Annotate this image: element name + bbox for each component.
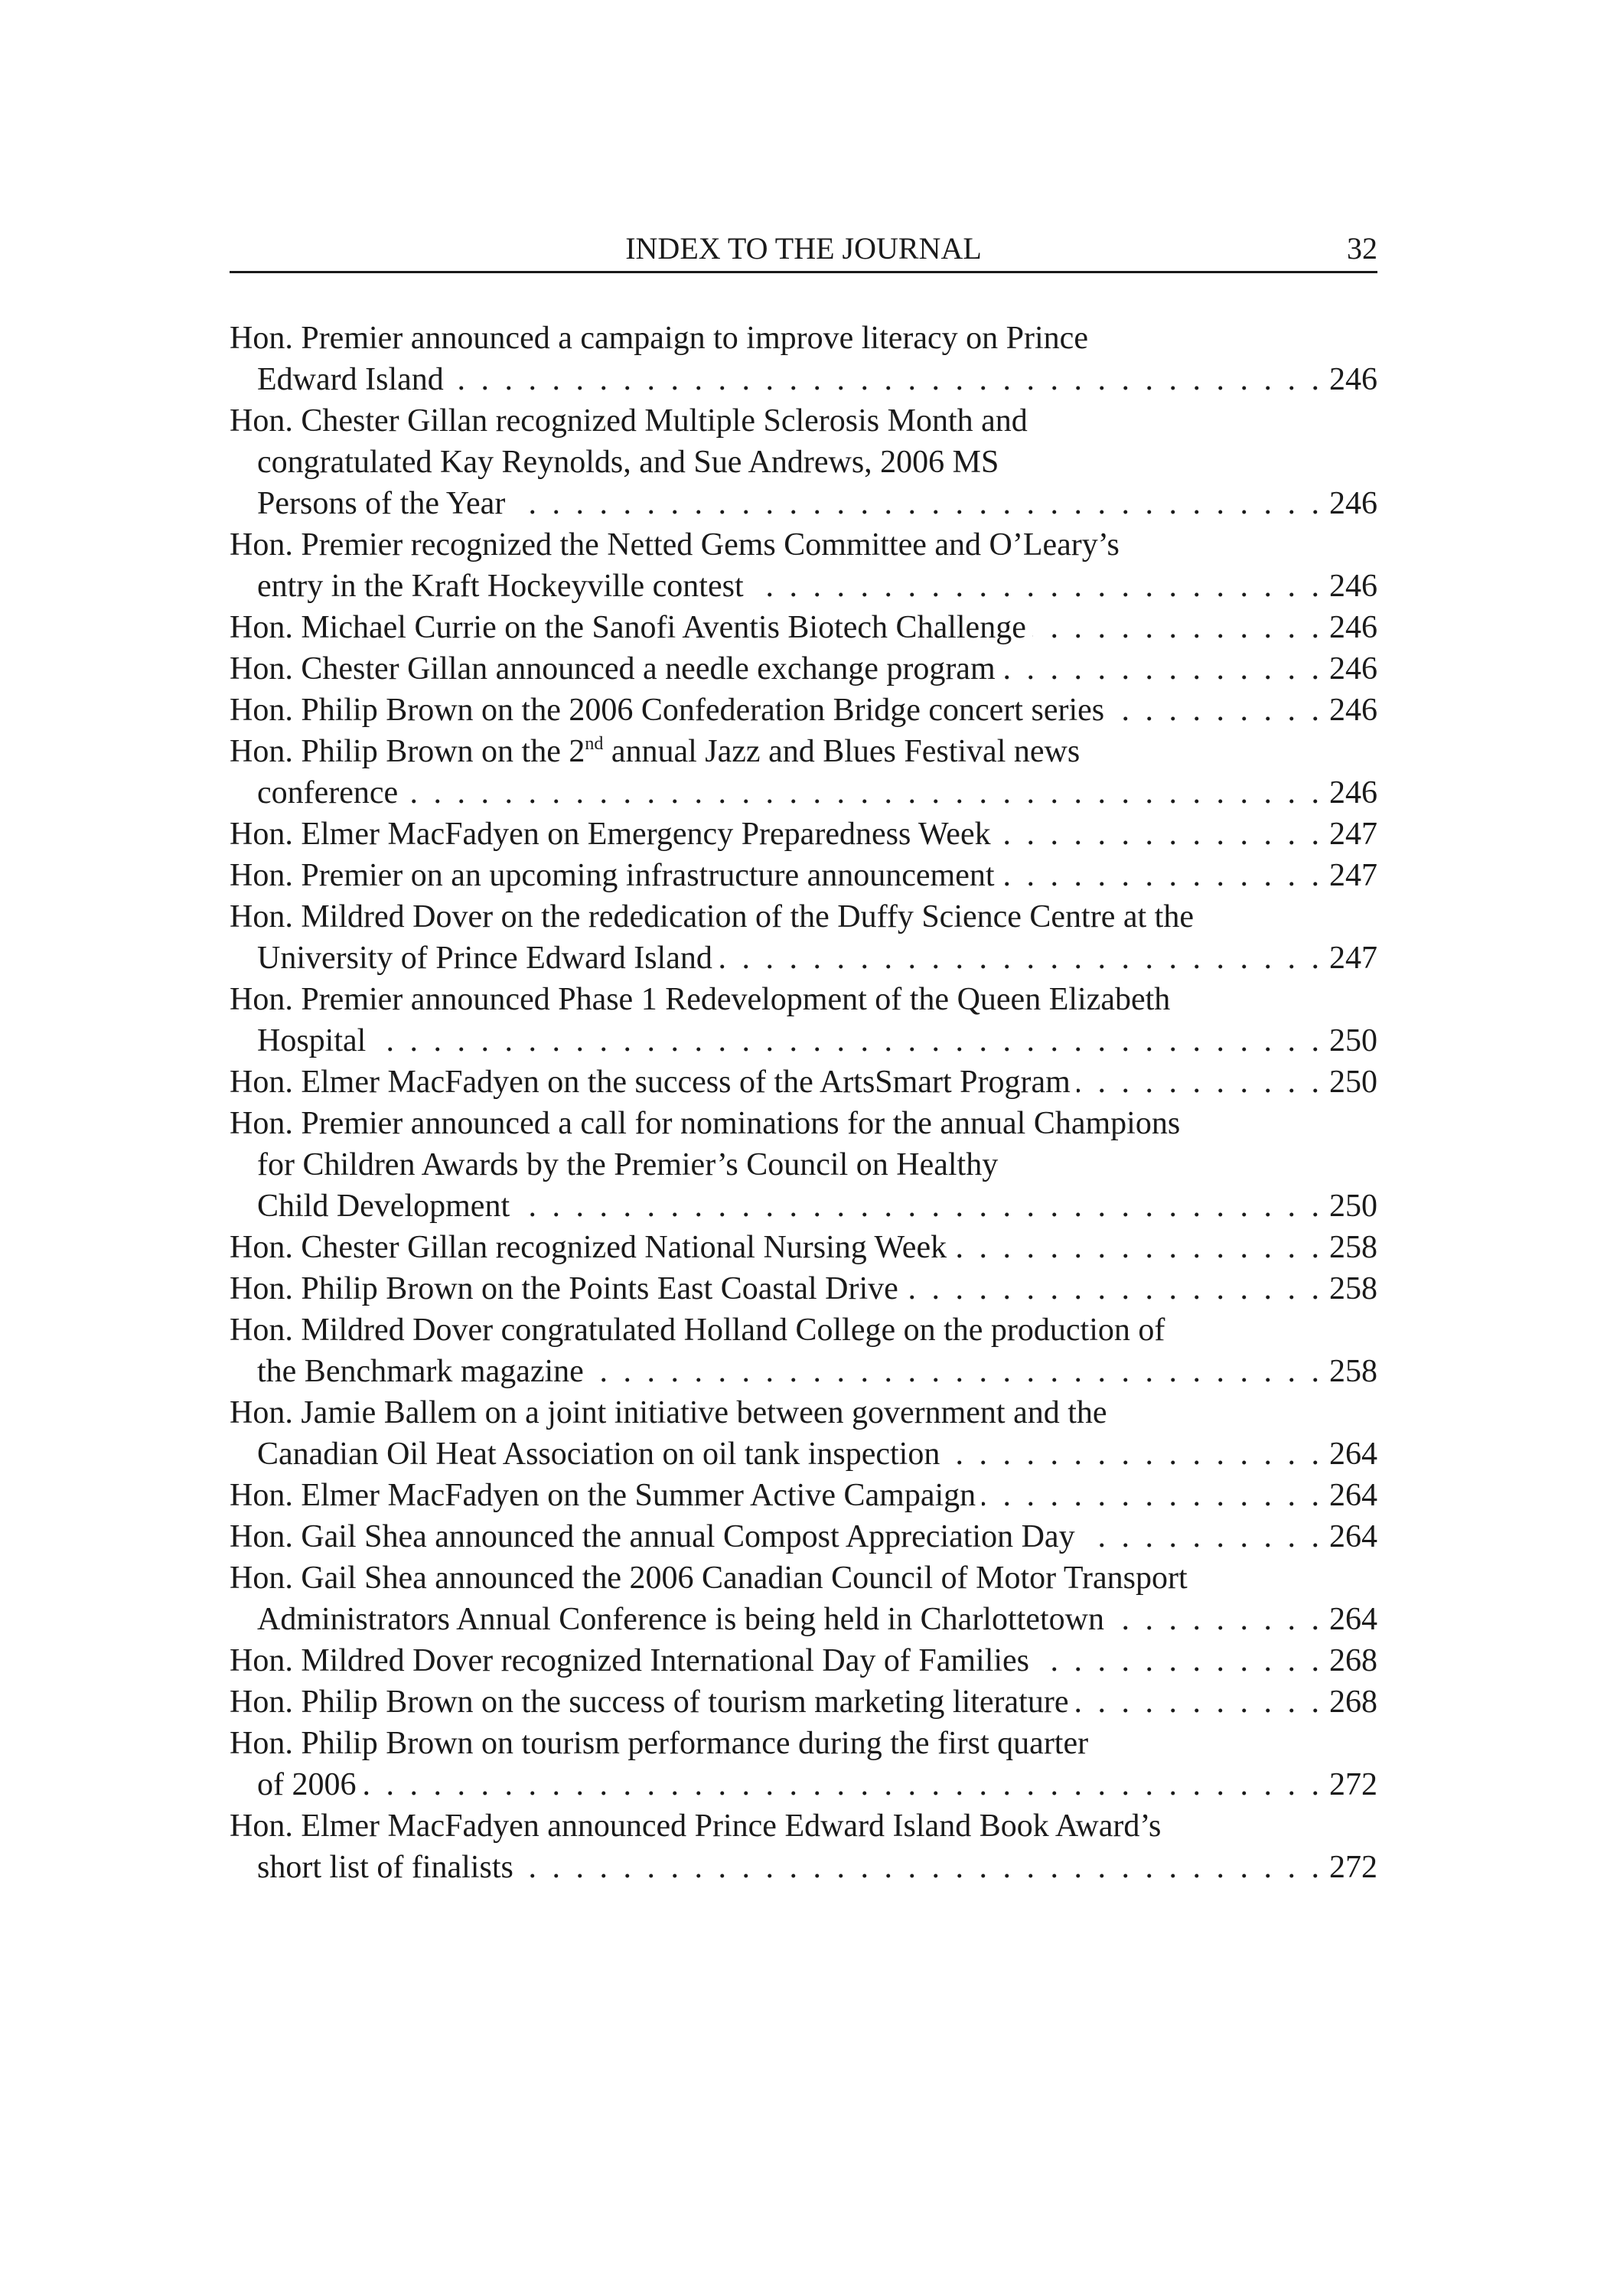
entry-text: for Children Awards by the Premier’s Council on Healthy xyxy=(257,1147,999,1182)
entry-line xyxy=(230,1723,1377,1764)
index-entry xyxy=(230,1640,1377,1681)
dot-leader xyxy=(982,1475,1323,1516)
entry-text: Hon. Gail Shea announced the 2006 Canadian Council of Motor Transport xyxy=(230,1561,1188,1596)
entry-line xyxy=(230,855,1377,896)
entry-text: of 2006 xyxy=(257,1767,357,1802)
entry-text: Hon. Premier announced Phase 1 Redevelopment of the Queen Elizabeth xyxy=(230,982,1171,1017)
entry-text: entry in the Kraft Hockeyville contest xyxy=(257,569,744,604)
entry-text: Hon. Elmer MacFadyen on the success of the ArtsSmart Program xyxy=(230,1065,1071,1100)
dot-leader xyxy=(450,359,1323,400)
entry-page-number: 246 xyxy=(1329,486,1377,521)
entry-text: Hospital xyxy=(257,1023,367,1058)
entry-text: Hon. Philip Brown on the Points East Coastal Drive xyxy=(230,1271,898,1306)
entry-page-number: 264 xyxy=(1329,1519,1377,1554)
entry-page-number: 258 xyxy=(1329,1354,1377,1389)
entry-line xyxy=(230,1103,1377,1144)
entry-text: Hon. Premier on an upcoming infrastructure announcement xyxy=(230,858,995,893)
ordinal-superscript: nd xyxy=(585,734,604,754)
entry-page-number: 250 xyxy=(1329,1065,1377,1100)
entry-page-number: 272 xyxy=(1329,1850,1377,1885)
dot-leader xyxy=(516,1186,1323,1227)
entry-line xyxy=(230,400,1377,442)
entry-text: short list of finalists xyxy=(257,1850,513,1885)
dot-leader xyxy=(946,1433,1323,1475)
entry-line xyxy=(230,607,1377,648)
entry-text: Canadian Oil Heat Association on oil tank inspection xyxy=(257,1437,940,1472)
entry-line xyxy=(230,1227,1377,1268)
entry-line xyxy=(230,1681,1377,1723)
index-entry xyxy=(230,979,1377,1062)
entry-line xyxy=(230,1309,1377,1351)
index-entry xyxy=(230,1103,1377,1227)
entry-line xyxy=(230,1475,1377,1516)
index-entry xyxy=(230,1268,1377,1309)
entry-page-number: 268 xyxy=(1329,1643,1377,1678)
header-page-number: 32 xyxy=(1347,231,1377,266)
entry-line xyxy=(230,1186,1377,1227)
entry-line xyxy=(230,1433,1377,1475)
index-entry xyxy=(230,400,1377,524)
entry-page-number: 264 xyxy=(1329,1602,1377,1637)
index-entries xyxy=(230,318,1377,1888)
entry-text: Hon. Philip Brown on the success of tourism marketing literature xyxy=(230,1684,1069,1720)
index-entry xyxy=(230,1723,1377,1805)
entry-page-number: 264 xyxy=(1329,1478,1377,1513)
entry-line xyxy=(230,442,1377,483)
entry-line xyxy=(230,359,1377,400)
dot-leader xyxy=(372,1020,1323,1062)
entry-text: Administrators Annual Conference is being held in Charlottetown xyxy=(257,1602,1104,1637)
entry-line xyxy=(230,1599,1377,1640)
index-entry xyxy=(230,1062,1377,1103)
running-header xyxy=(230,227,1377,273)
dot-leader xyxy=(1081,1516,1323,1557)
entry-line xyxy=(230,648,1377,690)
entry-line xyxy=(230,814,1377,855)
entry-line xyxy=(230,1640,1377,1681)
index-entry xyxy=(230,524,1377,607)
entry-line xyxy=(230,1392,1377,1433)
entry-line xyxy=(230,566,1377,607)
index-entry xyxy=(230,1681,1377,1723)
dot-leader xyxy=(511,483,1323,524)
entry-line xyxy=(230,1351,1377,1392)
entry-page-number: 272 xyxy=(1329,1767,1377,1802)
index-entry xyxy=(230,896,1377,979)
index-entry xyxy=(230,1392,1377,1475)
index-entry xyxy=(230,1309,1377,1392)
entry-line xyxy=(230,979,1377,1020)
dot-leader xyxy=(953,1227,1323,1268)
entry-text: Hon. Philip Brown on the 2 xyxy=(230,734,585,769)
entry-line xyxy=(230,1557,1377,1599)
entry-text: Hon. Elmer MacFadyen on Emergency Preparedness Week xyxy=(230,817,991,852)
index-entry xyxy=(230,607,1377,648)
entry-page-number: 247 xyxy=(1329,941,1377,976)
entry-page-number: 247 xyxy=(1329,858,1377,893)
dot-leader xyxy=(1077,1062,1323,1103)
dot-leader xyxy=(750,566,1323,607)
entry-line xyxy=(230,1144,1377,1186)
entry-text: annual Jazz and Blues Festival news xyxy=(603,734,1081,769)
entry-text: Hon. Elmer MacFadyen announced Prince Edward Island Book Award’s xyxy=(230,1808,1162,1844)
entry-page-number: 246 xyxy=(1329,610,1377,645)
dot-leader xyxy=(1002,648,1323,690)
entry-page-number: 258 xyxy=(1329,1271,1377,1306)
dot-leader xyxy=(719,938,1323,979)
header-title: INDEX TO THE JOURNAL xyxy=(625,231,982,266)
entry-text: the Benchmark magazine xyxy=(257,1354,584,1389)
entry-text: Child Development xyxy=(257,1189,510,1224)
index-entry xyxy=(230,1557,1377,1640)
dot-leader xyxy=(520,1847,1323,1888)
entry-line xyxy=(230,1764,1377,1805)
entry-text: Hon. Premier recognized the Netted Gems Committee and O’Leary’s xyxy=(230,527,1120,563)
index-entry xyxy=(230,1805,1377,1888)
index-entry xyxy=(230,814,1377,855)
entry-line xyxy=(230,524,1377,566)
entry-page-number: 264 xyxy=(1329,1437,1377,1472)
entry-text: Hon. Elmer MacFadyen on the Summer Active Campaign xyxy=(230,1478,976,1513)
entry-line xyxy=(230,772,1377,814)
entry-page-number: 246 xyxy=(1329,693,1377,728)
dot-leader xyxy=(1032,607,1323,648)
index-entry xyxy=(230,318,1377,400)
entry-line xyxy=(230,1062,1377,1103)
entry-text: Edward Island xyxy=(257,362,444,397)
index-page xyxy=(230,227,1377,1888)
entry-text: Hon. Philip Brown on tourism performance during the first quarter xyxy=(230,1726,1089,1761)
entry-text: conference xyxy=(257,775,399,810)
entry-page-number: 246 xyxy=(1329,775,1377,810)
entry-text: University of Prince Edward Island xyxy=(257,941,712,976)
dot-leader xyxy=(1110,1599,1323,1640)
entry-line xyxy=(230,1516,1377,1557)
entry-line xyxy=(230,896,1377,938)
entry-line xyxy=(230,731,1377,772)
dot-leader xyxy=(905,1268,1323,1309)
index-entry xyxy=(230,648,1377,690)
dot-leader xyxy=(997,814,1323,855)
entry-text: Persons of the Year xyxy=(257,486,506,521)
entry-page-number: 250 xyxy=(1329,1189,1377,1224)
entry-page-number: 247 xyxy=(1329,817,1377,852)
entry-text: Hon. Mildred Dover on the rededication of the Duffy Science Centre at the xyxy=(230,899,1194,934)
entry-text: Hon. Jamie Ballem on a joint initiative between government and the xyxy=(230,1395,1107,1430)
entry-line xyxy=(230,1268,1377,1309)
entry-line xyxy=(230,690,1377,731)
entry-text: Hon. Philip Brown on the 2006 Confederation Bridge concert series xyxy=(230,693,1105,728)
entry-page-number: 258 xyxy=(1329,1230,1377,1265)
entry-text: Hon. Gail Shea announced the annual Compost Appreciation Day xyxy=(230,1519,1075,1554)
entry-text: Hon. Premier announced a campaign to improve literacy on Prince xyxy=(230,321,1088,356)
entry-text: Hon. Chester Gillan recognized National Nursing Week xyxy=(230,1230,947,1265)
entry-text: Hon. Chester Gillan recognized Multiple Sclerosis Month and xyxy=(230,403,1028,439)
entry-page-number: 246 xyxy=(1329,569,1377,604)
entry-line xyxy=(230,483,1377,524)
index-entry xyxy=(230,1475,1377,1516)
entry-text: congratulated Kay Reynolds, and Sue Andrews, 2006 MS xyxy=(257,445,999,480)
entry-page-number: 268 xyxy=(1329,1684,1377,1720)
entry-text: Hon. Mildred Dover congratulated Holland College on the production of xyxy=(230,1313,1165,1348)
dot-leader xyxy=(363,1764,1324,1805)
entry-text: Hon. Premier announced a call for nominations for the annual Champions xyxy=(230,1106,1181,1141)
entry-text: Hon. Chester Gillan announced a needle exchange program xyxy=(230,651,996,687)
entry-line xyxy=(230,938,1377,979)
entry-page-number: 250 xyxy=(1329,1023,1377,1058)
dot-leader xyxy=(1035,1640,1323,1681)
dot-leader xyxy=(404,772,1323,814)
index-entry xyxy=(230,690,1377,731)
index-entry xyxy=(230,855,1377,896)
entry-page-number: 246 xyxy=(1329,362,1377,397)
index-entry xyxy=(230,1516,1377,1557)
dot-leader xyxy=(1074,1681,1323,1723)
entry-line xyxy=(230,318,1377,359)
entry-line xyxy=(230,1020,1377,1062)
index-entry xyxy=(230,1227,1377,1268)
entry-line xyxy=(230,1805,1377,1847)
dot-leader xyxy=(590,1351,1323,1392)
index-entry xyxy=(230,731,1377,814)
entry-line xyxy=(230,1847,1377,1888)
entry-page-number: 246 xyxy=(1329,651,1377,687)
entry-text: Hon. Mildred Dover recognized International Day of Families xyxy=(230,1643,1030,1678)
entry-text: Hon. Michael Currie on the Sanofi Aventis Biotech Challenge xyxy=(230,610,1026,645)
dot-leader xyxy=(1001,855,1323,896)
dot-leader xyxy=(1110,690,1323,731)
